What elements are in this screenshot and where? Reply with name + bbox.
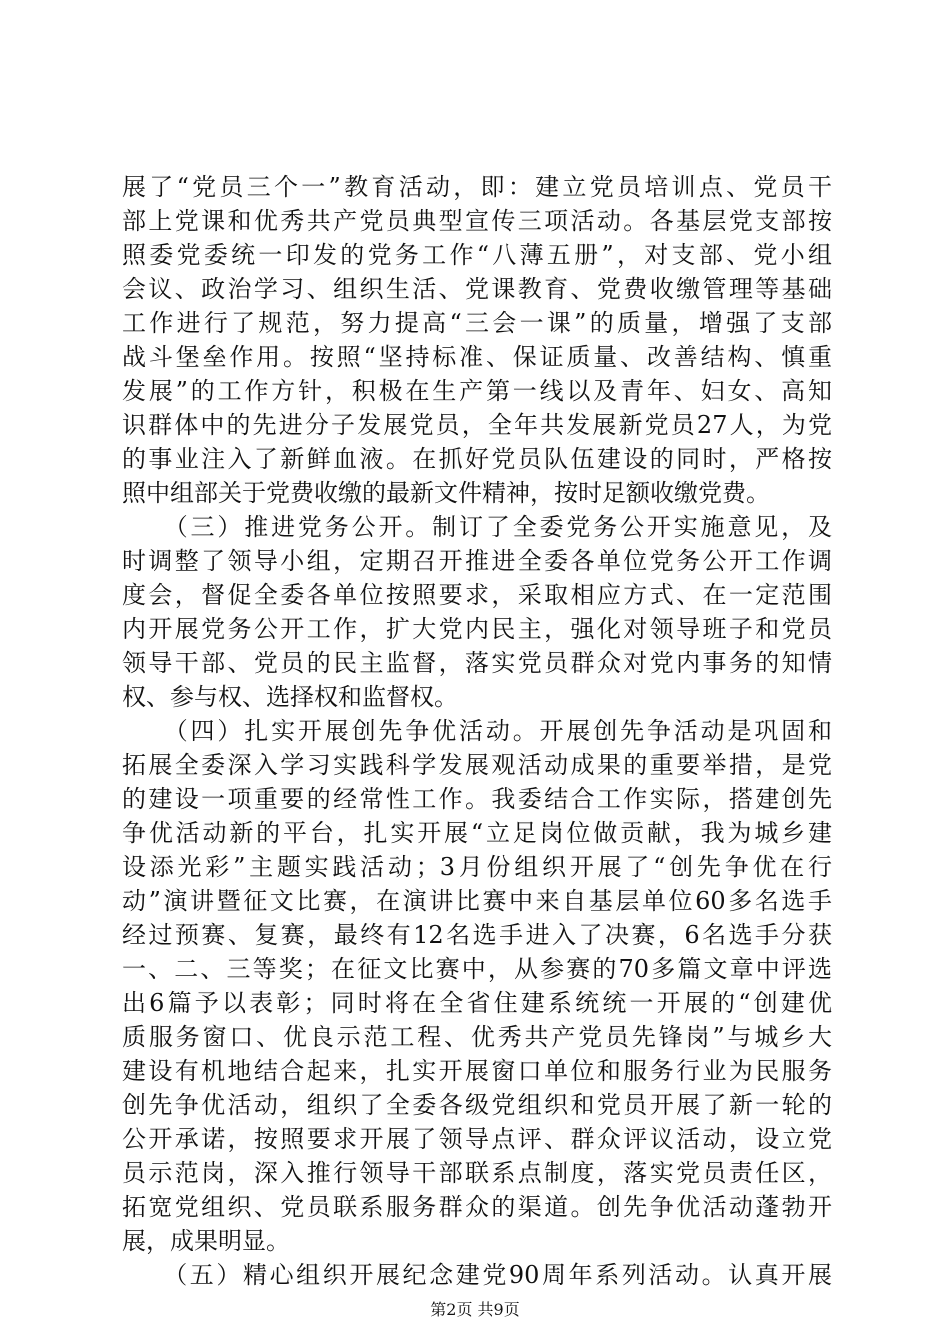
body-text-line: 展，成果明显。 [122, 1227, 290, 1255]
body-text-line: 一、二、三等奖；在征文比赛中，从参赛的70多篇文章中评选 [122, 955, 832, 983]
body-text-line: 战斗堡垒作用。按照“坚持标准、保证质量、改善结构、慎重 [122, 343, 832, 371]
body-text-line: 照中组部关于党费收缴的最新文件精神，按时足额收缴党费。 [122, 479, 770, 507]
body-text-line: 创先争优活动，组织了全委各级党组织和党员开展了新一轮的 [122, 1091, 832, 1119]
body-text-line: 建设有机地结合起来，扎实开展窗口单位和服务行业为民服务 [122, 1057, 832, 1085]
body-text-line: 时调整了领导小组，定期召开推进全委各单位党务公开工作调 [122, 547, 832, 575]
page-number: 第2页 共9页 [430, 1300, 520, 1319]
body-text-line: 发展”的工作方针，积极在生产第一线以及青年、妇女、高知 [122, 377, 832, 405]
body-text-line: 领导干部、党员的民主监督，落实党员群众对党内事务的知情 [122, 649, 832, 677]
body-text-line: 拓宽党组织、党员联系服务群众的渠道。创先争优活动蓬勃开 [122, 1193, 832, 1221]
body-text-line: 的事业注入了新鲜血液。在抓好党员队伍建设的同时，严格按 [122, 445, 832, 473]
body-text-line: 会议、政治学习、组织生活、党课教育、党费收缴管理等基础 [122, 275, 832, 303]
section-heading-line: （四）扎实开展创先争优活动。开展创先争活动是巩固和 [122, 717, 832, 745]
body-text-line: 拓展全委深入学习实践科学发展观活动成果的重要举措，是党 [122, 751, 832, 779]
body-text-line: 内开展党务公开工作，扩大党内民主，强化对领导班子和党员 [122, 615, 832, 643]
section-heading-line: （三）推进党务公开。制订了全委党务公开实施意见，及 [122, 513, 832, 541]
body-text-line: 员示范岗，深入推行领导干部联系点制度，落实党员责任区， [122, 1159, 832, 1187]
body-text-line: 公开承诺，按照要求开展了领导点评、群众评议活动，设立党 [122, 1125, 832, 1153]
body-text-line: 部上党课和优秀共产党员典型宣传三项活动。各基层党支部按 [122, 207, 832, 235]
body-text-line: 的建设一项重要的经常性工作。我委结合工作实际，搭建创先 [122, 785, 832, 813]
body-text-line: 质服务窗口、优良示范工程、优秀共产党员先锋岗”与城乡大 [122, 1023, 832, 1051]
body-text-line: 工作进行了规范，努力提高“三会一课”的质量，增强了支部 [122, 309, 832, 337]
body-text-line: 展了“党员三个一”教育活动，即：建立党员培训点、党员干 [122, 173, 832, 201]
body-text-line: 动”演讲暨征文比赛，在演讲比赛中来自基层单位60多名选手 [122, 887, 832, 915]
body-text-line: 设添光彩”主题实践活动；3月份组织开展了“创先争优在行 [122, 853, 832, 881]
section-heading-line: （五）精心组织开展纪念建党90周年系列活动。认真开展 [122, 1261, 832, 1289]
body-text-line: 识群体中的先进分子发展党员，全年共发展新党员27人，为党 [122, 411, 832, 439]
body-text-line: 经过预赛、复赛，最终有12名选手进入了决赛，6名选手分获 [122, 921, 832, 949]
body-text-line: 照委党委统一印发的党务工作“八薄五册”，对支部、党小组 [122, 241, 832, 269]
body-text-line: 出6篇予以表彰；同时将在全省住建系统统一开展的“创建优 [122, 989, 832, 1017]
body-text-line: 权、参与权、选择权和监督权。 [122, 683, 458, 711]
body-text-line: 度会，督促全委各单位按照要求，采取相应方式、在一定范围 [122, 581, 832, 609]
body-text-line: 争优活动新的平台，扎实开展“立足岗位做贡献，我为城乡建 [122, 819, 832, 847]
